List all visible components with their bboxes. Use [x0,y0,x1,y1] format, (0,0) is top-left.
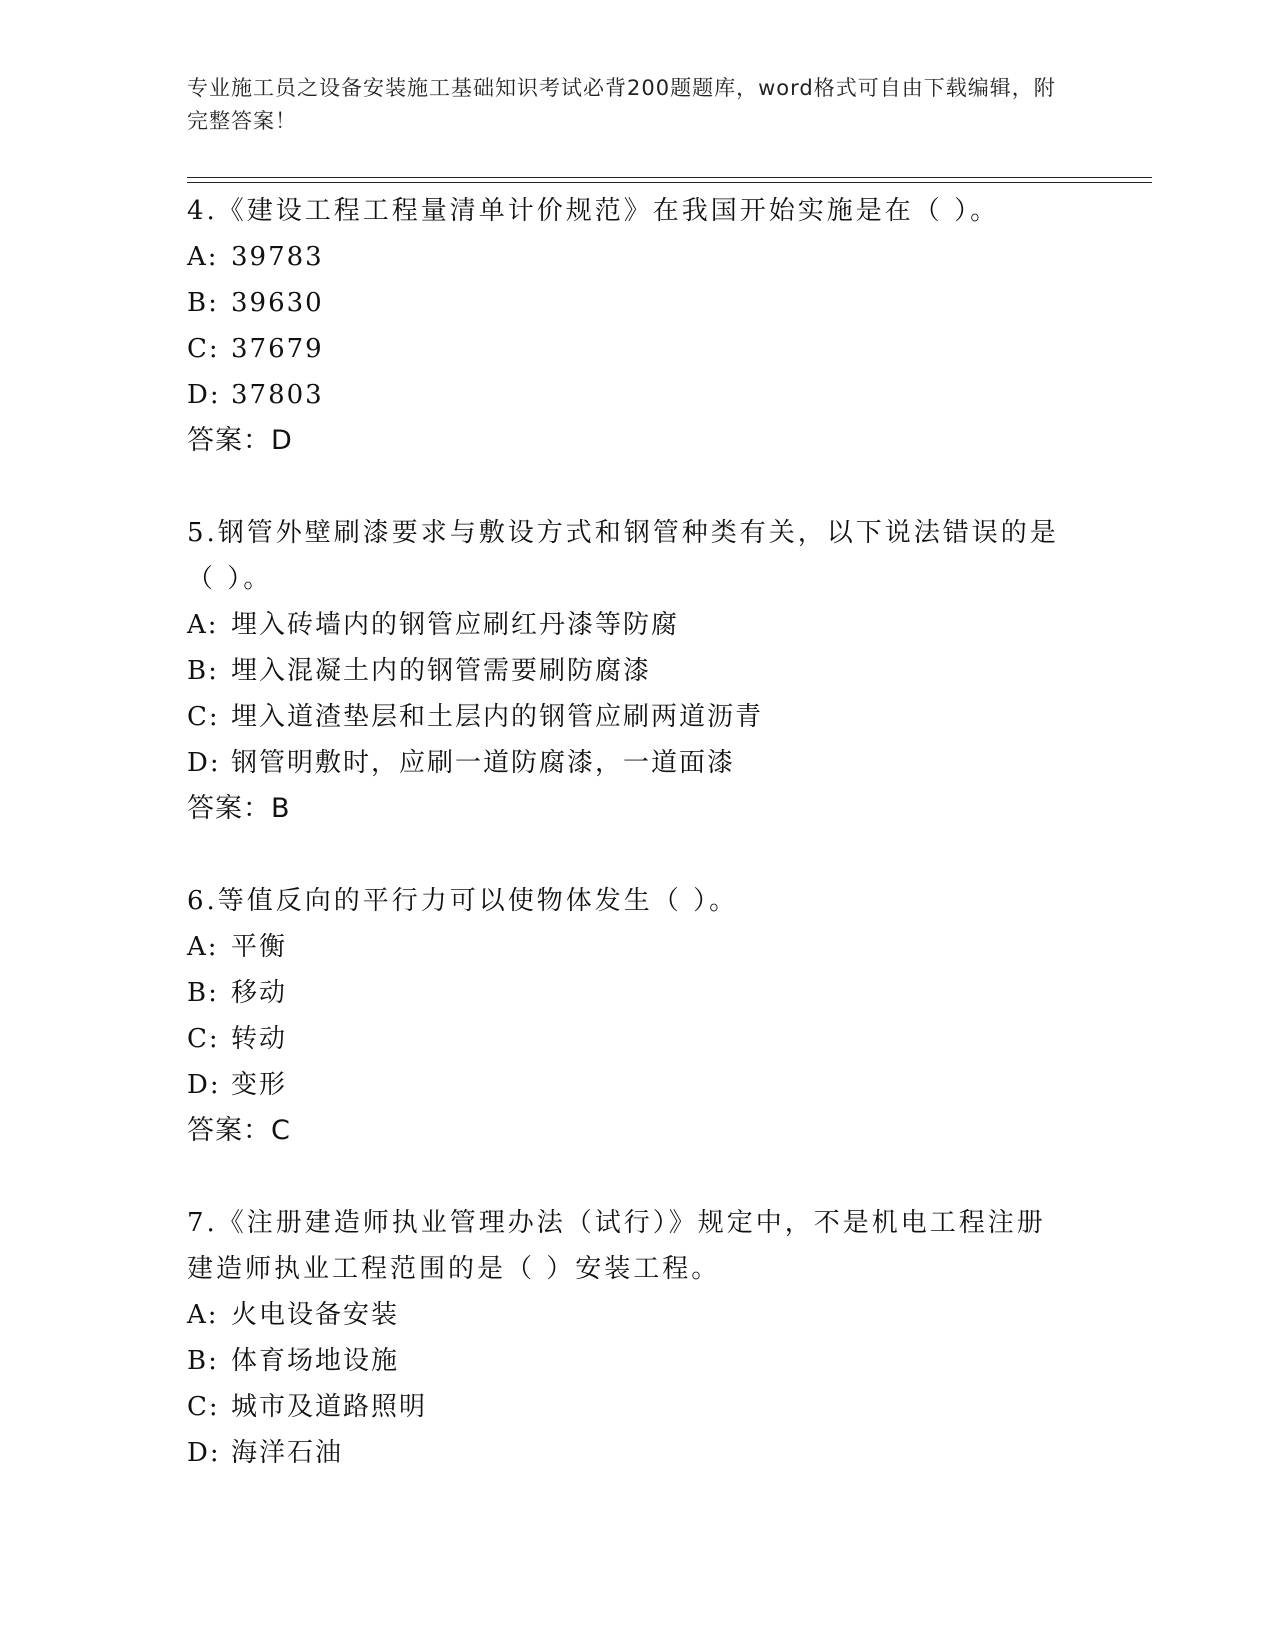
option-value: 37803 [231,380,324,410]
option-value: 平衡 [231,932,288,962]
option-b [187,648,1147,694]
option-value: 变形 [231,1070,288,1100]
option-value: 39630 [231,288,324,318]
option-value: 39783 [231,242,324,272]
question-item [187,878,1147,1154]
option-key: D: [187,1438,221,1468]
option-key: B: [187,288,219,318]
option-key: C: [187,702,220,732]
option-value: 钢管明敷时，应刷一道防腐漆，一道面漆 [231,748,736,778]
option-c [187,326,1147,372]
question-text: 6.等值反向的平行力可以使物体发生（ ）。 [187,886,739,916]
answer-line: 答案：D [187,425,293,456]
option-key: A: [187,932,219,962]
option-value: 移动 [231,978,288,1008]
option-c [187,1384,1147,1430]
option-value: 埋入砖墙内的钢管应刷红丹漆等防腐 [231,610,680,640]
question-item [187,510,1147,832]
option-key: A: [187,1300,219,1330]
document-header: 专业施工员之设备安装施工基础知识考试必背200题题库，word格式可自由下载编辑，附完整答案！ [187,76,1056,133]
option-a [187,602,1147,648]
option-key: C: [187,1392,220,1422]
option-value: 火电设备安装 [231,1300,400,1330]
option-d [187,372,1147,418]
option-key: A: [187,610,219,640]
option-value: 埋入混凝土内的钢管需要刷防腐漆 [231,656,652,686]
answer-line: 答案：B [187,793,291,824]
option-key: C: [187,1024,220,1054]
option-key: B: [187,1346,219,1376]
option-key: A: [187,242,219,272]
option-key: B: [187,978,219,1008]
option-key: B: [187,656,219,686]
option-a [187,234,1147,280]
option-d [187,1430,1147,1476]
option-value: 37679 [231,334,324,364]
header-divider-top [187,177,1152,178]
question-text: 7.《注册建造师执业管理办法（试行）》规定中，不是机电工程注册建造师执业工程范围的是（ ）安装工程。 [187,1208,1046,1284]
option-b [187,1338,1147,1384]
option-b [187,280,1147,326]
question-item [187,188,1147,464]
option-c [187,694,1147,740]
option-key: D: [187,1070,221,1100]
option-c [187,1016,1147,1062]
question-list [187,188,1147,1522]
option-d [187,1062,1147,1108]
option-a [187,1292,1147,1338]
option-b [187,970,1147,1016]
option-value: 埋入道渣垫层和土层内的钢管应刷两道沥青 [231,702,764,732]
option-key: D: [187,748,221,778]
question-text: 4.《建设工程工程量清单计价规范》在我国开始实施是在（ ）。 [187,196,1000,226]
answer-line: 答案：C [187,1115,291,1146]
option-value: 城市及道路照明 [231,1392,428,1422]
option-value: 转动 [231,1024,288,1054]
question-text: 5.钢管外壁刷漆要求与敷设方式和钢管种类有关，以下说法错误的是（ ）。 [187,518,1059,594]
header-divider-bottom [187,182,1152,183]
option-key: D: [187,380,221,410]
option-d [187,740,1147,786]
option-value: 体育场地设施 [231,1346,400,1376]
option-value: 海洋石油 [231,1438,344,1468]
option-a [187,924,1147,970]
question-item [187,1200,1147,1476]
option-key: C: [187,334,220,364]
